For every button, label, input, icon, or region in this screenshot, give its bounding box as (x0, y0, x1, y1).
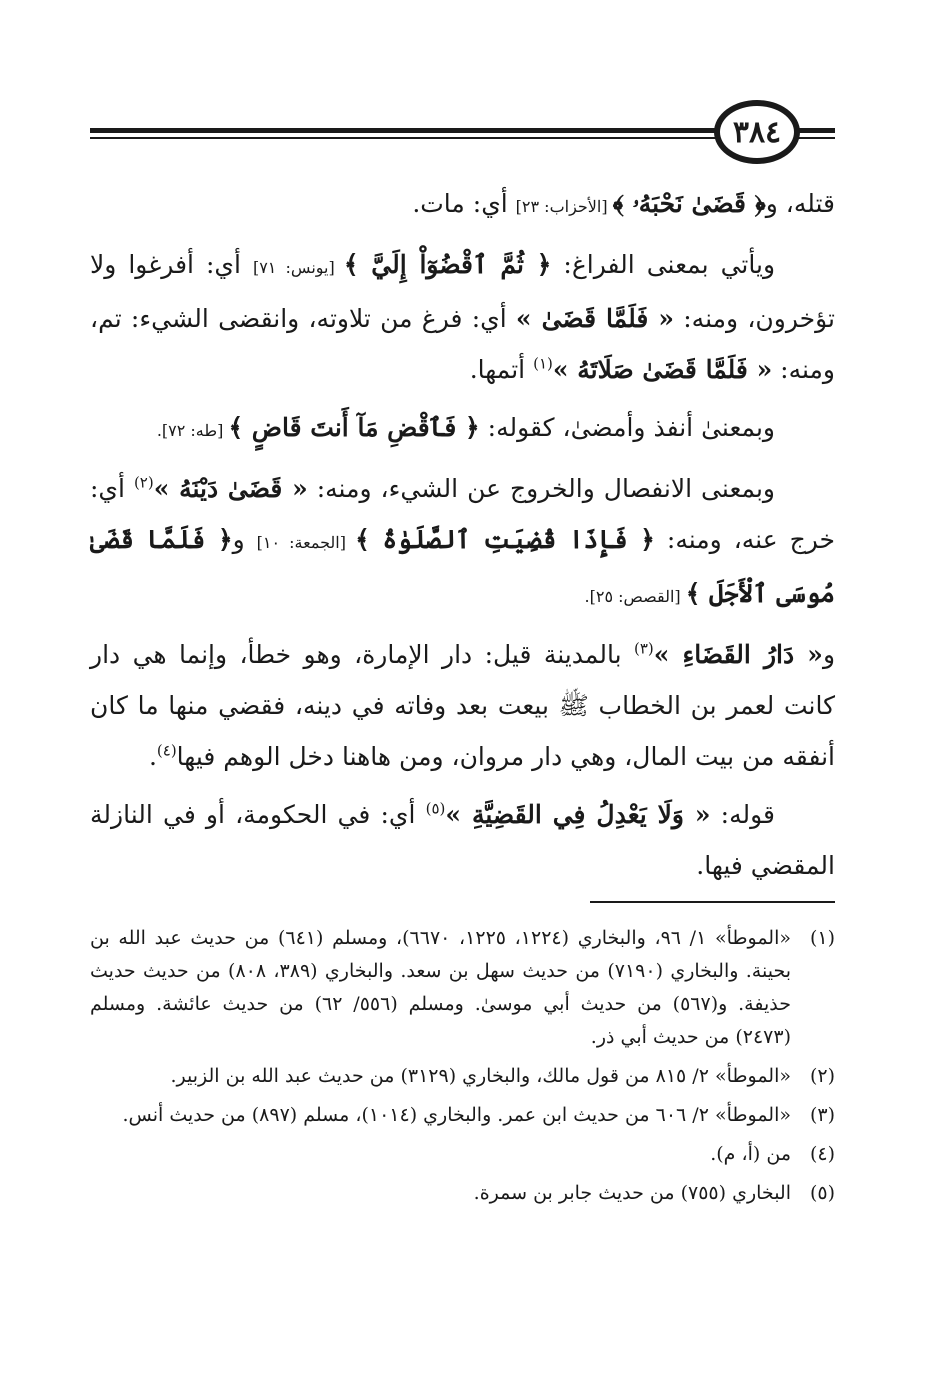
footnote (90, 1099, 835, 1132)
body-text: قوله: (710, 800, 775, 829)
quote-text: ﴿ فَإِذَا قُضِيَتِ ٱلصَّلَوٰةُ ﴾ (355, 525, 655, 554)
page-number: ٣٨٤ (714, 100, 800, 164)
body-text: وبمعنىٰ أنفذ وأمضىٰ، كقوله: (479, 413, 775, 442)
quote-text: « قَضَىٰ دَيْنَهُ » (153, 474, 308, 503)
verse-reference: [الجمعة: ١٠] (256, 533, 356, 552)
quote-text: « فَلَمَّا قَضَىٰ صَلَاتَهُ » (552, 355, 773, 384)
body-text: بالمدينة قيل: دار الإمارة، وهو خطأ، وإنما هي دار كانت لعمر بن الخطاب ﷺ بيعت بعد وفاته في دينه، فقضي منها ما كان أنفقه من بيت المال، وهي دار مروان، ومن هاهنا دخل الوهم فيها (90, 640, 835, 771)
body-text: أتمها. (469, 355, 534, 384)
body-text: ويأتي بمعنى الفراغ: (551, 250, 776, 279)
footnote (90, 1138, 835, 1171)
quote-text: ﴿ فَٱقْضِ مَآ أَنتَ قَاضٍ ﴾ (228, 413, 480, 442)
body-text: قتله، و (765, 189, 835, 218)
page-header (0, 100, 945, 170)
verse-reference: [يونس: ٧١] (252, 258, 344, 277)
body-text: أي: خرج عنه، ومنه: (90, 474, 835, 554)
quote-text: « وَلَا يَعْدِلُ فِي القَضِيَّةِ » (445, 800, 711, 829)
quote-text: « فَلَمَّا قَضَىٰ » (515, 304, 674, 333)
footnotes (90, 922, 835, 1216)
main-text (90, 178, 835, 891)
quote-text: « دَارُ القَضَاءِ » (653, 640, 823, 669)
body-text: . (148, 742, 157, 771)
quote-text: ﴿ ثُمَّ ٱقْضُوٓاْ إِلَيَّ ﴾ (343, 250, 552, 279)
body-text: و (232, 525, 257, 554)
header-rule-right-thin (795, 137, 835, 139)
footnote-number: (١) (809, 927, 835, 949)
footnote-number: (٥) (809, 1182, 835, 1204)
body-text: أي: أفرغوا ولا تؤخرون، ومنه: (90, 250, 835, 333)
footnote (90, 1060, 835, 1093)
footnote-number: (٢) (809, 1065, 835, 1087)
footnote-marker: (٥) (425, 799, 446, 818)
quote-text: ﴿ فَلَمَّا قَضَىٰ مُوسَى ٱلْأَجَلَ ﴾ (90, 525, 835, 608)
footnote-text: من (أ، م). (710, 1143, 791, 1165)
header-rule-thin (90, 137, 718, 139)
body-text: أي: مات. (412, 189, 516, 218)
footnote-number: (٤) (809, 1143, 835, 1165)
paragraph (90, 402, 835, 456)
footnote-text: «الموطأ» ٢/ ٨١٥ من قول مالك، والبخاري (٣١٢٩) من حديث عبد الله بن الزبير. (170, 1065, 791, 1087)
header-rule-right-thick (795, 128, 835, 133)
footnote-marker: (٢) (133, 473, 154, 492)
header-rule-thick (90, 128, 718, 133)
body-text: و (822, 640, 836, 669)
paragraph (90, 789, 835, 891)
body-text: أي: فرغ من تلاوته، وانقضى الشيء: تم، ومنه: (90, 304, 835, 384)
footnote (90, 1177, 835, 1210)
footnote-marker: (٤) (156, 741, 177, 760)
footnote-text: «الموطأ» ١/ ٩٦، والبخاري (١٢٢٤، ١٢٢٥، ٦٦٧٠)، ومسلم (٦٤١) من حديث عبد الله بن بحينة. والبخاري (٧١٩٠) من حديث سهل بن سعد. والبخاري (٣٨٩، ٨٠٨) من حديث حديث حذيفة. و(٥٦٧) من حديث أبي موسىٰ. ومسلم (٥٥٦/ ٦٢) من حديث عائشة. ومسلم (٢٤٧٣) من حديث أبي ذر. (90, 927, 791, 1048)
paragraph (90, 178, 835, 232)
footnote-separator (590, 901, 835, 903)
verse-reference: [طه: ٧٢]. (156, 421, 229, 440)
footnote-marker: (١) (533, 354, 553, 373)
verse-reference: [الأحزاب: ٢٣] (515, 197, 613, 216)
footnote-number: (٣) (809, 1104, 835, 1126)
body-text: وبمعنى الانفصال والخروج عن الشيء، ومنه: (307, 474, 775, 503)
body-text: أي: في الحكومة، أو في النازلة المقضي فيها. (90, 800, 835, 880)
quote-text: ﴿ قَضَىٰ نَحْبَهُۥ ﴾ (612, 189, 766, 218)
footnote-text: البخاري (٧٥٥) من حديث جابر بن سمرة. (473, 1182, 791, 1204)
footnote-marker: (٣) (633, 639, 654, 658)
paragraph (90, 629, 835, 782)
verse-reference: [القصص: ٢٥]. (584, 587, 686, 606)
paragraph (90, 463, 835, 622)
paragraph (90, 239, 835, 395)
footnote (90, 922, 835, 1054)
footnote-text: «الموطأ» ٢/ ٦٠٦ من حديث ابن عمر. والبخاري (١٠١٤)، مسلم (٨٩٧) من حديث أنس. (122, 1104, 791, 1126)
